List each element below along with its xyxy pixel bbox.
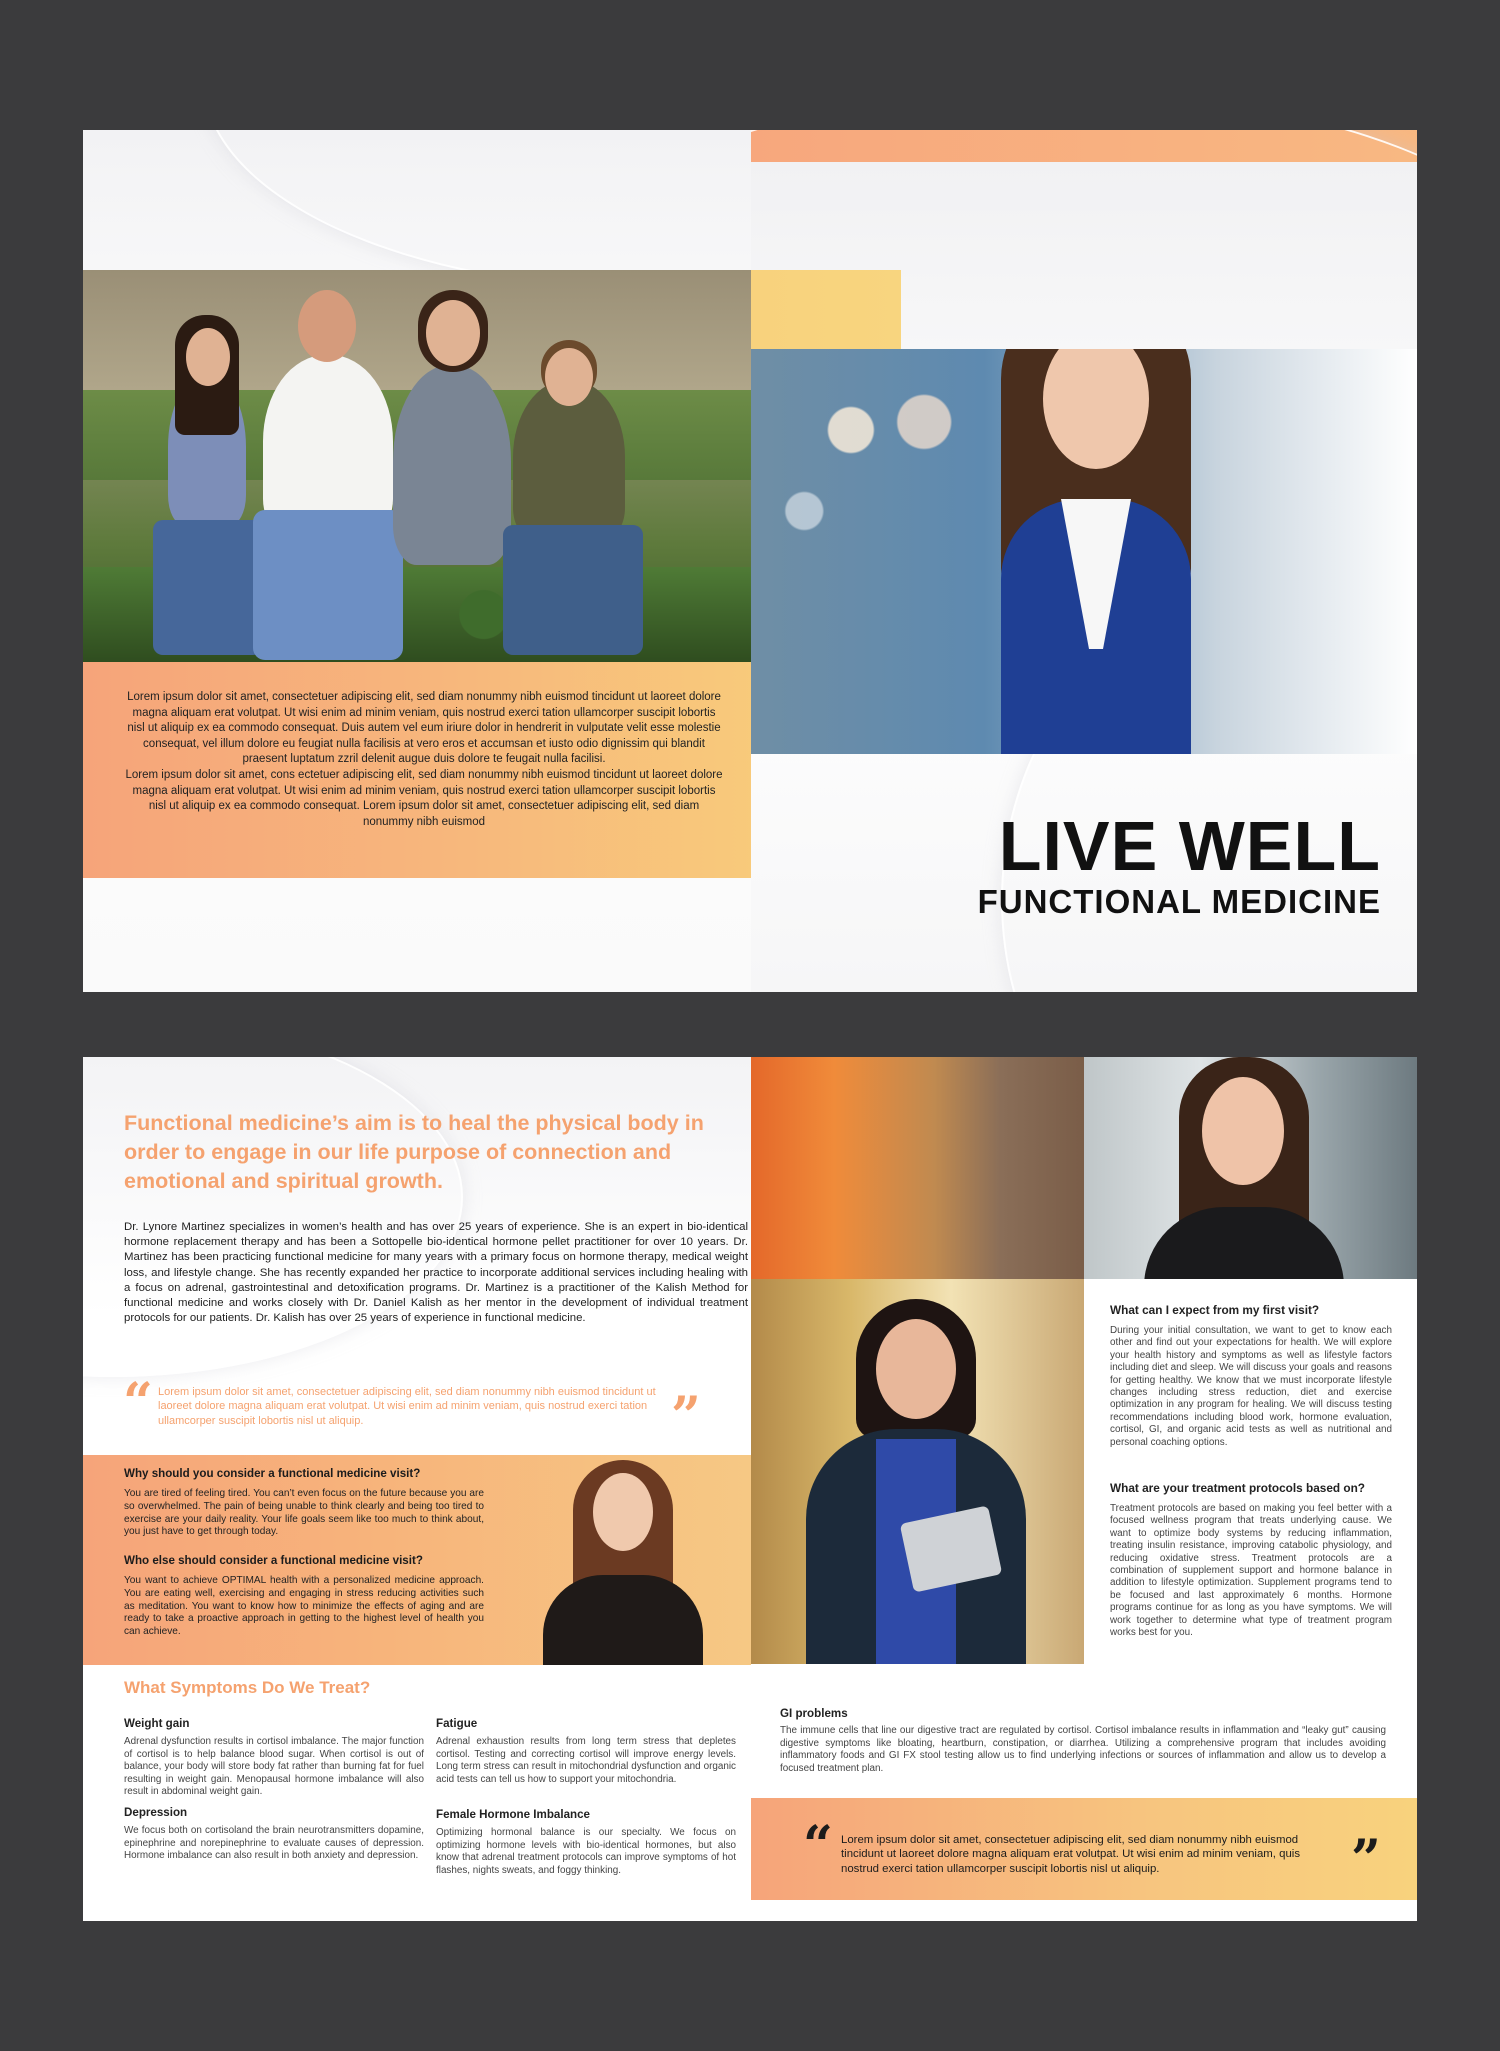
symptom-text: Adrenal dysfunction results in cortisol imbalance. The major function of cortisol is to help balance blood sugar. When cortisol is out of balance, your body will store body fat rather than burning fat for fuel resulting in weight gain. Menopausal hormone imbalance will also result in abdominal weight gain. xyxy=(124,1736,424,1798)
who-heading: Who else should consider a functional medicine visit? xyxy=(124,1554,423,1567)
brochure-back-cover xyxy=(83,130,751,992)
symptom-text: We focus both on cortisoland the brain neurotransmitters dopamine, epinephrine and norepinephrine to evaluate causes of depression. Hormone imbalance can also result in both anxiety and depression. xyxy=(124,1825,424,1862)
girl-face xyxy=(186,328,230,386)
tablet-woman-face xyxy=(876,1319,956,1419)
intro-paragraph-1: Lorem ipsum dolor sit amet, consectetuer adipiscing elit, sed diam nonummy nibh euismod tincidunt ut laoreet dolore magna aliquam erat volutpat. Ut wisi enim ad minim veniam, quis nostrud exerci tation ullamcorper suscipit lobortis nisl ut aliquip ex ea commodo consequat. Duis autem vel eum iriure dolor in hendrerit in vulputate velit esse molestie consequat, vel illum dolore eu feugiat nulla facilisis at vero eros et accumsan et iusto odio dignissim qui blandit praesent luptatum zzril delenit augue duis dolore te feugait nulla facilisi. xyxy=(127,691,721,766)
pull-quote-panel xyxy=(751,1798,1417,1900)
first-visit-heading: What can I expect from my first visit? xyxy=(1110,1303,1320,1317)
young-woman-top xyxy=(543,1575,703,1665)
smiling-woman-face xyxy=(1202,1077,1284,1185)
symptom-text: Optimizing hormonal balance is our specialty. We focus on optimizing hormone levels with bio-identical hormones, but also know that adrenal treatment protocols can improve symptoms of hot flashes, nights sweats, and foggy thinking. xyxy=(436,1827,736,1876)
cover-title-main: LIVE WELL xyxy=(998,807,1381,885)
cover-title-sub: FUNCTIONAL MEDICINE xyxy=(977,883,1381,920)
protocols-section xyxy=(1110,1481,1392,1639)
protocols-heading: What are your treatment protocols based on? xyxy=(1110,1481,1365,1495)
open-quote-icon: “ xyxy=(123,1372,153,1433)
symptom-heading: Fatigue xyxy=(436,1717,478,1730)
close-quote-icon: ” xyxy=(1351,1829,1381,1890)
smiling-woman-blazer xyxy=(1144,1207,1344,1279)
first-visit-section xyxy=(1110,1303,1392,1449)
intro-paragraph xyxy=(123,690,725,830)
symptom-fatigue xyxy=(436,1717,736,1786)
cover-title xyxy=(977,807,1381,922)
decorative-swoosh xyxy=(83,1057,463,1377)
first-visit-text: During your initial consultation, we want to get to know each other and find out your expectations for health. We will explore your health history and symptoms as well as lifestyle factors including diet and sleep. We will discuss your goals and reasons for getting healthy. We know that we must incorporate lifestyle changes including stress reduction, diet and exercise optimization in any program for healing. We will discuss testing recommendations including blood work, hormone evaluation, cortisol, GI, and organic acid tests as well as nutritional and personal coaching options. xyxy=(1110,1325,1392,1448)
inside-left-page xyxy=(83,1057,751,1921)
young-woman-face xyxy=(593,1473,653,1551)
who-section xyxy=(124,1554,484,1639)
girl-jeans xyxy=(153,520,263,655)
person-mother xyxy=(393,365,511,565)
gi-text: The immune cells that line our digestive tract are regulated by cortisol. Cortisol imbalance results in inflammation and “leaky gut” causing digestive symptoms like bloating, heartburn, constipation, or diarrhea. Utilizing a comprehensive program that includes avoiding inflammatory foods and GI FX stool testing allow us to find underlying infections or sources of inflammation and allow us to develop a focused treatment plan. xyxy=(780,1725,1386,1774)
mother-face xyxy=(426,300,480,366)
boy-face xyxy=(545,348,593,406)
why-heading: Why should you consider a functional medicine visit? xyxy=(124,1467,421,1480)
headline: Functional medicine’s aim is to heal the physical body in order to engage in our life purpose of connection and emotional and spiritual growth. xyxy=(124,1111,704,1193)
woman-with-tablet-photo xyxy=(751,1279,1084,1664)
symptom-text: Adrenal exhaustion results from long term stress that depletes cortisol. Testing and correcting cortisol will improve energy levels. Long term stress can result in mitochondrial dysfunction and organic acid tests can tell us how to support your mitochondria. xyxy=(436,1736,736,1785)
doctor-bio: Dr. Lynore Martinez specializes in women’s health and has over 25 years of experience. She is an expert in bio-identical hormone replacement therapy and has been a Sottopelle bio-identical hormone pellet practitioner for over 10 years. Dr. Martinez has been practicing functional medicine for many years with a primary focus on hormone therapy, medical weight loss, and lifestyle change. She has recently expanded her practice to incorporate additional services including healing with a focus on adrenal, gastrointestinal and detoxification programs. Dr. Martinez is a practitioner of the Kalish Method for functional medicine and works closely with Dr. Daniel Kalish as her mentor in the development of individual treatment protocols for our patients. Dr. Kalish has over 25 years of experience in functional medicine. xyxy=(124,1221,748,1325)
symptom-heading: Female Hormone Imbalance xyxy=(436,1808,590,1821)
open-quote-icon: “ xyxy=(803,1815,833,1876)
decorative-swoosh xyxy=(203,130,751,290)
symptoms-title: What Symptoms Do We Treat? xyxy=(124,1678,371,1697)
gi-problems-section xyxy=(780,1707,1386,1775)
who-text: You want to achieve OPTIMAL health with a personalized medicine approach. You are eating well, exercising and engaging in stress reducing activities such as meditation. You want to know how to minimize the effects of aging and are ready to take a proactive approach in getting to the highest level of health you can achieve. xyxy=(124,1575,484,1638)
intro-paragraph-2: Lorem ipsum dolor sit amet, cons ectetuer adipiscing elit, sed diam nonummy nibh euismod tincidunt ut laoreet dolore magna aliquam erat volutpat. Ut wisi enim ad minim veniam, quis nostrud exerci tation ullamcorper suscipit lobortis nisl ut aliquip ex ea commodo consequat. Lorem ipsum dolor sit amet, consectetuer adipiscing elit, sed diam nonummy nibh euismod xyxy=(125,768,723,828)
boy-jeans xyxy=(503,525,643,655)
symptom-depression xyxy=(124,1806,424,1863)
family-photo xyxy=(83,270,751,662)
inside-right-page xyxy=(751,1057,1417,1921)
father-head xyxy=(298,290,356,362)
why-section xyxy=(124,1467,484,1539)
why-text: You are tired of feeling tired. You can’t even focus on the future because you are so overwhelmed. The pain of being unable to think clearly and being too tired to exercise are your daily reality. Your life goals seem like too much to think about, you just have to get through today. xyxy=(124,1488,484,1538)
symptom-heading: Weight gain xyxy=(124,1717,190,1730)
symptom-female-hormone xyxy=(436,1808,736,1877)
gi-heading: GI problems xyxy=(780,1707,848,1720)
pull-quote: Lorem ipsum dolor sit amet, consectetuer adipiscing elit, sed diam nonummy nibh euismod tincidunt ut laoreet dolore magna aliquam erat volutpat. Ut wisi enim ad minim veniam, quis nostrud exerci tation ullamcorper suscipit lobortis nisl ut aliquip. xyxy=(841,1834,1301,1875)
businesswoman-photo xyxy=(751,349,1417,754)
blurred-background-photo xyxy=(751,1057,1084,1279)
consider-visit-panel xyxy=(83,1455,751,1665)
close-quote-icon: ” xyxy=(671,1386,701,1447)
protocols-text: Treatment protocols are based on making you feel better with a focused wellness program that treats underlying cause. We want to optimize body systems by reducing inflammation, treating insulin resistance, improving catabolic physiology, and reducing oxidative stress. Treatment protocols are a combination of supplement support and hormone balance in addition to lifestyle optimization. Supplement programs tend to be focused and last approximately 6 months. Hormone programs continue for as long as you have symptoms. We will work together to determine what type of treatment program works best for you. xyxy=(1110,1503,1392,1639)
smiling-woman-photo xyxy=(1084,1057,1417,1279)
pull-quote: Lorem ipsum dolor sit amet, consectetuer adipiscing elit, sed diam nonummy nibh euismod tincidunt ut laoreet dolore magna aliquam erat volutpat. Ut wisi enim ad minim veniam, quis nostrud exerci tation ullamcorper suscipit lobortis nisl ut aliquip. xyxy=(158,1386,656,1427)
symptom-heading: Depression xyxy=(124,1806,188,1819)
father-jeans xyxy=(253,510,403,660)
symptom-weight-gain xyxy=(124,1717,424,1799)
brochure-front-cover xyxy=(751,130,1417,992)
person-father xyxy=(263,355,393,535)
accent-strip xyxy=(751,270,901,349)
young-woman-photo xyxy=(513,1455,751,1665)
